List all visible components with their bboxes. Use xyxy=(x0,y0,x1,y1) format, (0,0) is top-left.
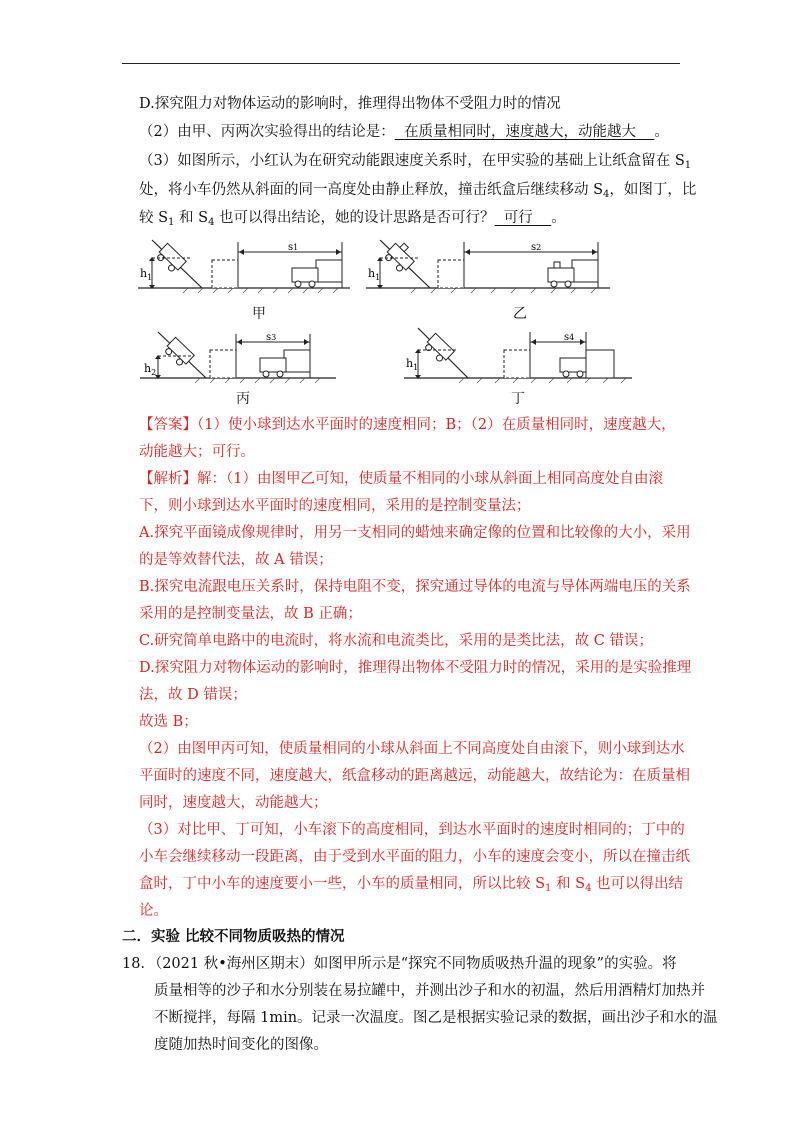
caption-yi: 乙 xyxy=(513,306,527,322)
q2-answer: 在质量相同时，速度越大，动能越大 xyxy=(403,124,636,140)
q2-line xyxy=(139,122,669,142)
svg-text:h1: $h_1$ xyxy=(368,267,381,282)
q3-line-1: （3）如图所示，小红认为在研究动能跟速度关系时，在甲实验的基础上让纸盒留在 $S_1$ xyxy=(139,153,692,171)
figure-ding xyxy=(404,324,636,384)
analysis-line-4: 的是等效替代法，故 A 错误； xyxy=(139,552,333,568)
q18-line-2: 质量相等的沙子和水分别装在易拉罐中，并测出沙子和水的初温，然后用酒精灯加热并 xyxy=(154,983,705,999)
caption-jia: 甲 xyxy=(252,306,266,322)
analysis-line-14: （3）对比甲、丁可知，小车滚下的高度相同，到达水平面时的速度时相同的；丁中的 xyxy=(139,822,685,838)
q18-line-4: 度随加热时间变化的图像。 xyxy=(154,1037,328,1053)
q3-answer: 可行 xyxy=(503,210,533,226)
answer-line-1: 【答案】（1）使小球到达水平面时的速度相同；B；（2）在质量相同时，速度越大， xyxy=(139,417,676,433)
analysis-line-8: D.探究阻力对物体运动的影响时，推理得出物体不受阻力时的情况，采用的是实验推理 xyxy=(139,660,692,676)
svg-text:h1: $h_1$ xyxy=(140,267,153,282)
svg-text:s3: s3 xyxy=(266,332,277,343)
q18-line-3: 不断搅拌，每隔 1min。记录一次温度。图乙是根据实验记录的数据，画出沙子和水的温 xyxy=(154,1010,718,1026)
analysis-line-9: 法，故 D 错误； xyxy=(139,687,247,703)
svg-text:h1: $h_1$ xyxy=(406,357,419,372)
answer-line-2: 动能越大；可行。 xyxy=(139,444,255,460)
q2-suffix: 。 xyxy=(654,124,669,140)
analysis-line-7: C.研究简单电路中的电流时，将水流和电流类比，采用的是类比法，故 C 错误； xyxy=(139,633,653,649)
analysis-line-2: 下，则小球到达水平面时的速度相同，采用的是控制变量法； xyxy=(139,498,531,514)
svg-text:s2: s2 xyxy=(531,242,542,253)
analysis-line-17: 论。 xyxy=(139,903,168,919)
analysis-line-6: 采用的是控制变量法，故 B 正确； xyxy=(139,606,362,622)
q18-line-1: 18．（2021 秋•海州区期末）如图甲所示是“探究不同物质吸热升温的现象”的实验。将 xyxy=(122,956,677,972)
figure-bing xyxy=(140,328,340,384)
option-d-line: D.探究阻力对物体运动的影响时，推理得出物体不受阻力时的情况 xyxy=(139,96,561,112)
figure-yi xyxy=(366,232,616,296)
analysis-line-16: 盒时，丁中小车的速度要小一些，小车的质量相同，所以比较 $S_1$ 和 $S_4$ 也可以得出结 xyxy=(139,876,684,894)
analysis-line-10: 故选 B； xyxy=(139,714,198,730)
analysis-line-11: （2）由图甲丙可知，使质量相同的小球从斜面上不同高度处自由滚下，则小球到达水 xyxy=(139,741,685,757)
caption-bing: 丙 xyxy=(236,391,250,407)
caption-ding: 丁 xyxy=(511,391,525,407)
analysis-line-3: A.探究平面镜成像规律时，用另一支相同的蜡烛来确定像的位置和比较像的大小，采用 xyxy=(139,525,691,541)
q3-line-2: 处，将小车仍然从斜面的同一高度处由静止释放，撞击纸盒后继续移动 $S_4$，如图丁，比 xyxy=(139,182,697,200)
analysis-line-15: 小车会继续移动一段距离，由于受到水平面的阻力，小车的速度会变小，所以在撞击纸 xyxy=(139,849,690,865)
section-title: 二．实验 比较不同物质吸热的情况 xyxy=(122,928,345,945)
svg-text:s1: s1 xyxy=(288,242,299,253)
figure-jia xyxy=(138,232,354,296)
analysis-line-5: B.探究电流跟电压关系时，保持电阻不变，探究通过导体的电流与导体两端电压的关系 xyxy=(139,579,691,595)
q2-prefix: （2）由甲、丙两次实验得出的结论是： xyxy=(139,124,395,140)
svg-text:s4: s4 xyxy=(564,332,575,343)
analysis-line-12: 平面时的速度不同，速度越大，纸盒移动的距离越远，动能越大，故结论为：在质量相 xyxy=(139,768,690,784)
q3-line-3: 较 $S_1$ 和 $S_4$ 也可以得出结论，她的设计思路是否可行？ 可行 。 xyxy=(139,210,566,228)
analysis-line-1: 【解析】解：（1）由图甲乙可知，使质量不相同的小球从斜面上相同高度处自由滚 xyxy=(139,471,663,487)
analysis-line-13: 同时，速度越大，动能越大； xyxy=(139,795,328,811)
header-rule xyxy=(122,63,680,64)
svg-text:h2: $h_2$ xyxy=(144,362,157,377)
